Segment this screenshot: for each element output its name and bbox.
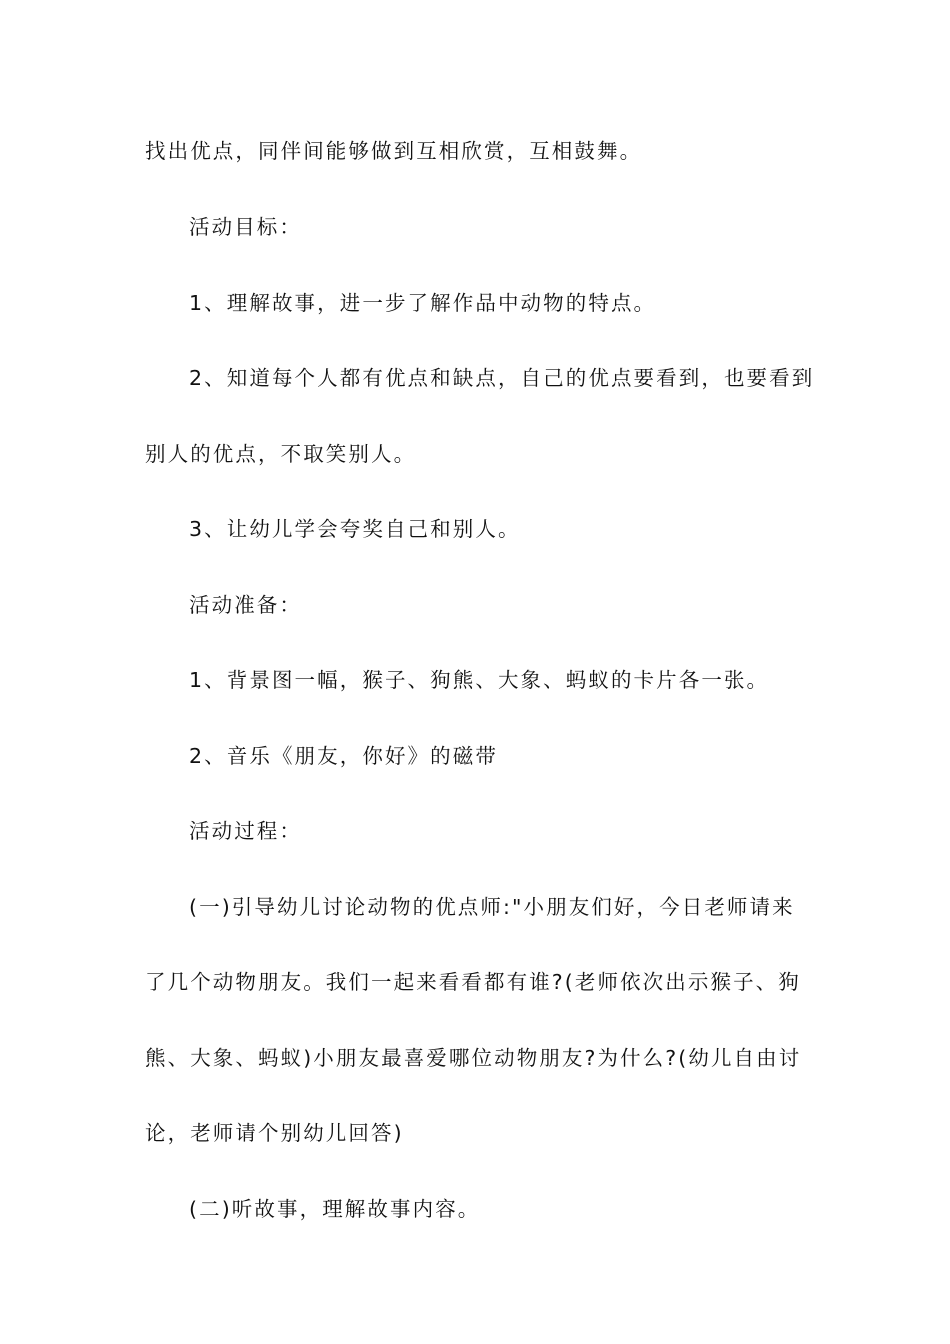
- section-heading-process: 活动过程：: [189, 819, 302, 843]
- paragraph-line: 了几个动物朋友。我们一起来看看都有谁?(老师依次出示猴子、狗: [145, 970, 801, 994]
- paragraph-line: (一)引导幼儿讨论动物的优点师:"小朋友们好，今日老师请来: [189, 895, 795, 919]
- paragraph-line: 2、音乐《朋友，你好》的磁带: [189, 744, 498, 768]
- paragraph-line: 别人的优点，不取笑别人。: [145, 442, 417, 466]
- paragraph-line: 熊、大象、蚂蚁)小朋友最喜爱哪位动物朋友?为什么?(幼儿自由讨: [145, 1046, 802, 1070]
- paragraph-line: (二)听故事，理解故事内容。: [189, 1197, 481, 1221]
- paragraph-line: 找出优点，同伴间能够做到互相欣赏，互相鼓舞。: [145, 139, 643, 163]
- paragraph-line: 1、背景图一幅，猴子、狗熊、大象、蚂蚁的卡片各一张。: [189, 668, 770, 692]
- section-heading-preparation: 活动准备：: [189, 593, 302, 617]
- paragraph-line: 论，老师请个别幼儿回答): [145, 1121, 404, 1145]
- paragraph-line: 3、让幼儿学会夸奖自己和别人。: [189, 517, 521, 541]
- paragraph-line: 1、理解故事，进一步了解作品中动物的特点。: [189, 291, 657, 315]
- section-heading-goals: 活动目标：: [189, 215, 302, 239]
- paragraph-line: 2、知道每个人都有优点和缺点，自己的优点要看到，也要看到: [189, 366, 815, 390]
